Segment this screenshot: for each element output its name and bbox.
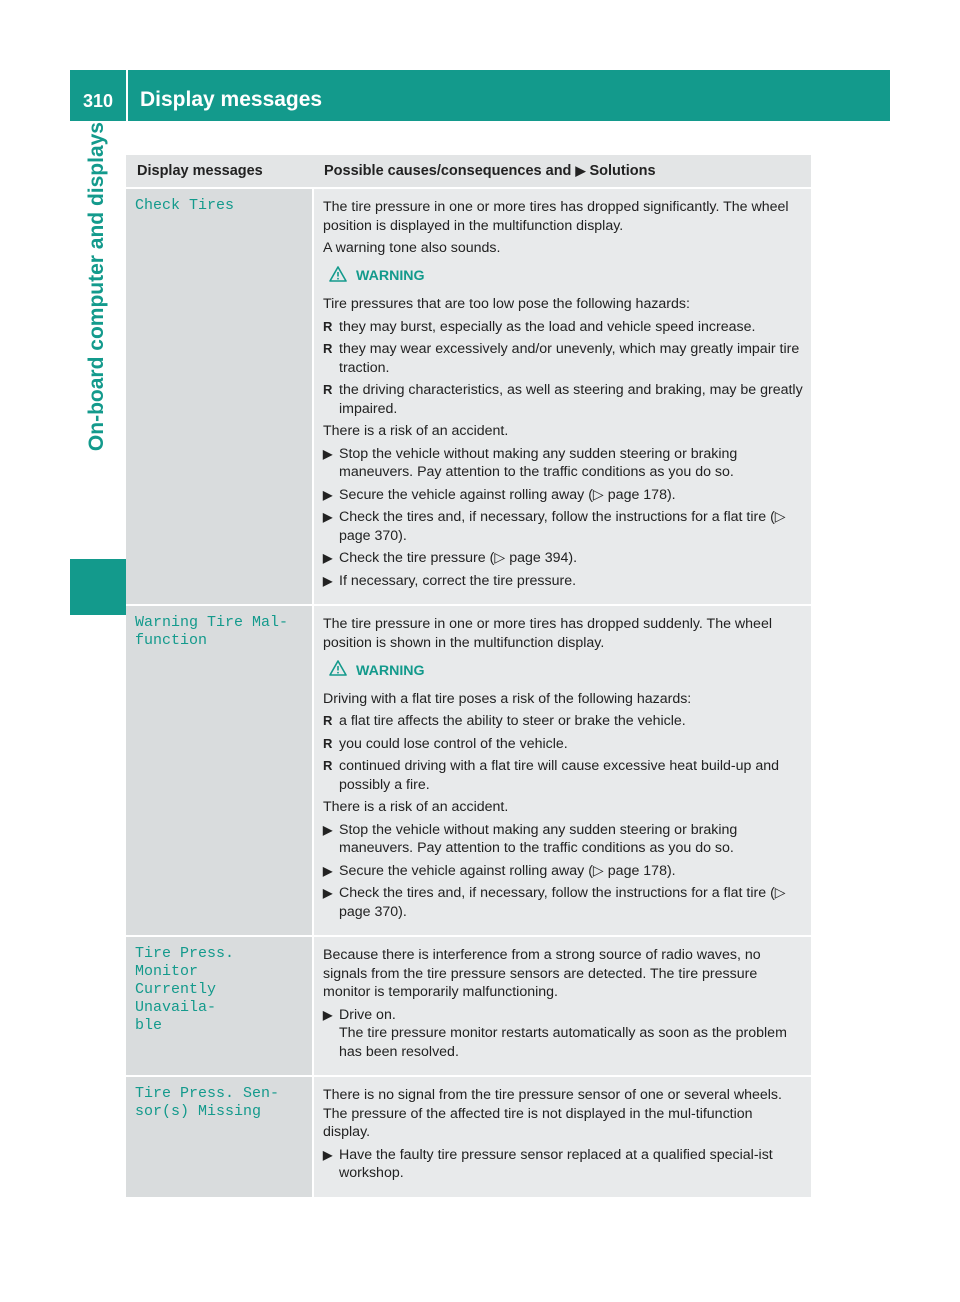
explanation-text: Because there is interference from a strong source of radio waves, no signals from the tire pressure sensors are detected. The tire pressure monitor is temporarily malfunctioning.	[323, 947, 761, 1000]
table-row	[126, 187, 811, 604]
list-item	[323, 486, 803, 505]
table-row	[126, 1075, 811, 1197]
col-header-causes	[314, 155, 811, 187]
risk-text: There is a risk of an accident.	[323, 423, 509, 439]
display-message-text: Warning Tire Mal‐ function	[135, 614, 289, 649]
list-item	[323, 712, 803, 731]
side-chapter-block	[70, 559, 126, 615]
step-text: Stop the vehicle without making any sudden steering or braking maneuvers. Pay attention to the traffic conditions as you do so.	[339, 445, 738, 480]
explanation-text: There is no signal from the tire pressure sensor of one or several wheels. The pressure of the affected tire is not displayed in the mul‐tifunction display.	[323, 1087, 782, 1140]
bullet-r-icon: R	[323, 758, 333, 773]
bullet-r-icon: R	[323, 341, 333, 356]
step-text: Drive on. The tire pressure monitor restarts automatically as soon as the problem has been resolved.	[339, 1006, 787, 1060]
explanation-text: A warning tone also sounds.	[323, 240, 501, 256]
warning-heading	[329, 660, 803, 682]
step-text: If necessary, correct the tire pressure.	[339, 572, 577, 589]
message-cell	[126, 937, 312, 1075]
bullet-r-icon: R	[323, 318, 333, 334]
display-message-text: Tire Press. Sen‐ sor(s) Missing	[135, 1085, 280, 1120]
list-item	[323, 1146, 803, 1183]
list-item	[323, 821, 803, 858]
display-messages-table	[126, 155, 811, 1197]
bullet-text: the driving characteristics, as well as steering and braking, may be greatly impaired.	[339, 382, 803, 417]
list-item	[323, 572, 803, 591]
page-header	[70, 70, 890, 121]
play-triangle-icon: ▶	[323, 487, 333, 502]
list-item	[323, 884, 803, 921]
step-text: Secure the vehicle against rolling away (▷ page 178).	[339, 486, 676, 503]
list-item	[323, 445, 803, 482]
bullet-text: you could lose control of the vehicle.	[339, 735, 568, 752]
warning-triangle-icon	[329, 266, 356, 288]
hazard-intro: Tire pressures that are too low pose the following hazards:	[323, 296, 690, 312]
bullet-text: a flat tire affects the ability to steer or brake the vehicle.	[339, 713, 686, 729]
step-text: Secure the vehicle against rolling away (▷ page 178).	[339, 862, 676, 879]
list-item	[323, 757, 803, 794]
list-item	[323, 318, 803, 337]
display-message-text: Tire Press. Monitor Currently Unavaila‐ ble	[135, 945, 235, 1034]
risk-text: There is a risk of an accident.	[323, 799, 509, 815]
step-text: Check the tires and, if necessary, follow the instructions for a flat tire (▷ page 370).	[339, 885, 786, 920]
display-message-text: Check Tires	[135, 197, 235, 214]
table-header-row	[126, 155, 811, 187]
message-cell	[126, 606, 312, 935]
col-header-causes-text: Possible causes/consequences and	[324, 163, 572, 179]
hazard-intro: Driving with a flat tire poses a risk of the following hazards:	[323, 690, 692, 707]
list-item	[323, 549, 803, 568]
step-text: Check the tire pressure (▷ page 394).	[339, 550, 578, 566]
warning-triangle-icon	[329, 660, 356, 682]
explanation-cell	[314, 606, 811, 935]
play-triangle-icon: ▶	[323, 510, 333, 524]
play-triangle-icon: ▶	[323, 863, 333, 878]
col-header-solutions-text: Solutions	[589, 163, 656, 179]
play-triangle-icon: ▶	[323, 1007, 333, 1022]
col-header-messages: Display messages	[137, 163, 263, 179]
list-item	[323, 381, 803, 418]
explanation-text: The tire pressure in one or more tires has dropped significantly. The wheel position is displayed in the multifunction display.	[323, 199, 789, 234]
bullet-r-icon: R	[323, 382, 333, 397]
warning-label: WARNING	[356, 268, 425, 284]
warning-label: WARNING	[356, 662, 425, 679]
bullet-text: continued driving with a flat tire will cause excessive heat build-up and possibly a fire.	[339, 758, 780, 793]
section-title: Display messages	[140, 88, 323, 111]
message-cell	[126, 1077, 312, 1197]
play-triangle-icon: ▶	[323, 886, 333, 900]
table-row	[126, 935, 811, 1075]
play-triangle-icon: ▶	[323, 446, 333, 461]
play-triangle-icon: ▶	[323, 1147, 333, 1162]
play-triangle-icon: ▶	[575, 163, 586, 178]
explanation-cell	[314, 937, 811, 1075]
list-item	[323, 1006, 803, 1062]
bullet-r-icon: R	[323, 735, 333, 751]
list-item	[323, 508, 803, 545]
list-item	[323, 862, 803, 881]
bullet-text: they may burst, especially as the load and vehicle speed increase.	[339, 318, 756, 335]
explanation-cell	[314, 1077, 811, 1197]
bullet-text: they may wear excessively and/or unevenly, which may greatly impair tire traction.	[339, 341, 800, 376]
list-item	[323, 340, 803, 377]
step-text: Stop the vehicle without making any sudden steering or braking maneuvers. Pay attention to the traffic conditions as you do so.	[339, 821, 738, 856]
side-chapter-text: On-board computer and displays	[85, 122, 108, 452]
play-triangle-icon: ▶	[323, 573, 333, 588]
list-item	[323, 735, 803, 754]
step-text: Check the tires and, if necessary, follow the instructions for a flat tire (▷ page 370).	[339, 509, 786, 544]
warning-heading	[329, 266, 803, 288]
bullet-r-icon: R	[323, 713, 333, 728]
play-triangle-icon: ▶	[323, 822, 333, 837]
explanation-cell	[314, 189, 811, 604]
table-row	[126, 604, 811, 935]
side-chapter-label	[80, 122, 114, 542]
step-text: Have the faulty tire pressure sensor replaced at a qualified special‐ist workshop.	[339, 1146, 773, 1181]
play-triangle-icon: ▶	[323, 551, 333, 565]
message-cell	[126, 189, 312, 604]
explanation-text: The tire pressure in one or more tires has dropped suddenly. The wheel position is shown in the multifunction display.	[323, 616, 772, 651]
page-number: 310	[70, 70, 128, 121]
